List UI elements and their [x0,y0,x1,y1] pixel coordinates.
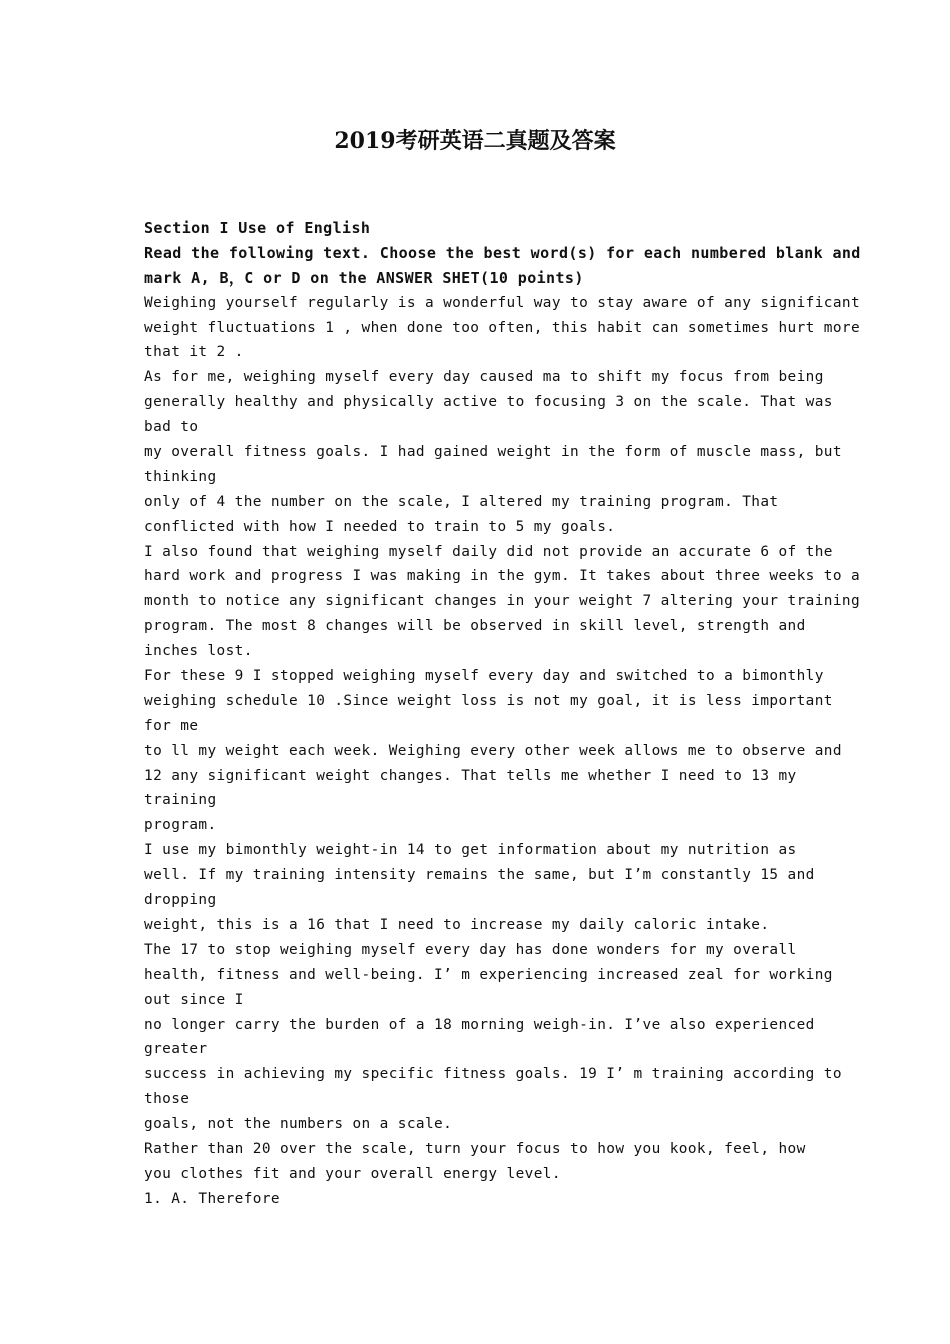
passage-line: generally healthy and physically active to focusing 3 on the scale. That was [144,394,833,411]
passage-line: success in achieving my specific fitness goals. 19 I’ m training according to [144,1066,842,1083]
answer-option: 1. A. Therefore [144,1190,280,1207]
passage-line: out since I [144,991,244,1008]
passage-line: training [144,792,217,809]
passage-line: bad to [144,419,199,436]
passage-line: for me [144,717,199,734]
passage-line: thinking [144,468,217,485]
passage-line: I use my bimonthly weight-in 14 to get information about my nutrition as [144,842,797,859]
passage-line: program. The most 8 changes will be observed in skill level, strength and [144,618,806,635]
passage-line: weight fluctuations 1 , when done too often, this habit can sometimes hurt more [144,319,861,336]
passage-line: you clothes fit and your overall energy level. [144,1165,561,1182]
passage-line: weighing schedule 10 .Since weight loss is not my goal, it is less important [144,692,833,709]
passage-line: 12 any significant weight changes. That tells me whether I need to 13 my [144,767,797,784]
passage-line: As for me, weighing myself every day caused ma to shift my focus from being [144,369,824,386]
passage-line: I also found that weighing myself daily did not provide an accurate 6 of the [144,543,833,560]
passage-line: hard work and progress I was making in the gym. It takes about three weeks to a [144,568,861,585]
section-heading: Section I Use of English [144,219,371,237]
passage-line: conflicted with how I needed to train to 5 my goals. [144,518,616,535]
passage-line: Weighing yourself regularly is a wonderful way to stay aware of any significant [144,294,861,311]
instructions-line-1: Read the following text. Choose the best word(s) for each numbered blank and [144,243,861,262]
passage-line: greater [144,1041,208,1058]
passage-line: well. If my training intensity remains the same, but I’m constantly 15 and [144,867,815,884]
passage-line: weight, this is a 16 that I need to increase my daily caloric intake. [144,916,770,933]
document-body [144,216,861,1212]
passage-line: month to notice any significant changes in your weight 7 altering your training [144,593,861,610]
passage-line: inches lost. [144,643,253,660]
passage-line: program. [144,817,217,834]
passage-line: those [144,1091,190,1108]
passage-line: Rather than 20 over the scale, turn your focus to how you kook, feel, how [144,1140,806,1157]
passage-line: my overall fitness goals. I had gained weight in the form of muscle mass, but [144,444,842,461]
passage-line: that it 2 . [144,344,244,361]
document-title: 2019考研英语二真题及答案 [334,128,616,154]
passage-line: dropping [144,892,217,909]
passage-line: to ll my weight each week. Weighing every other week allows me to observe and [144,742,842,759]
passage-line: health, fitness and well-being. I’ m experiencing increased zeal for working [144,966,833,983]
passage-line: The 17 to stop weighing myself every day has done wonders for my overall [144,941,797,958]
passage-line: goals, not the numbers on a scale. [144,1116,453,1133]
passage-line: only of 4 the number on the scale, I altered my training program. That [144,493,779,510]
passage-line: For these 9 I stopped weighing myself every day and switched to a bimonthly [144,668,824,685]
instructions-line-2: mark A, B，C or D on the ANSWER SHET(10 points) [144,268,584,287]
passage-line: no longer carry the burden of a 18 morning weigh-in. I’ve also experienced [144,1016,815,1033]
